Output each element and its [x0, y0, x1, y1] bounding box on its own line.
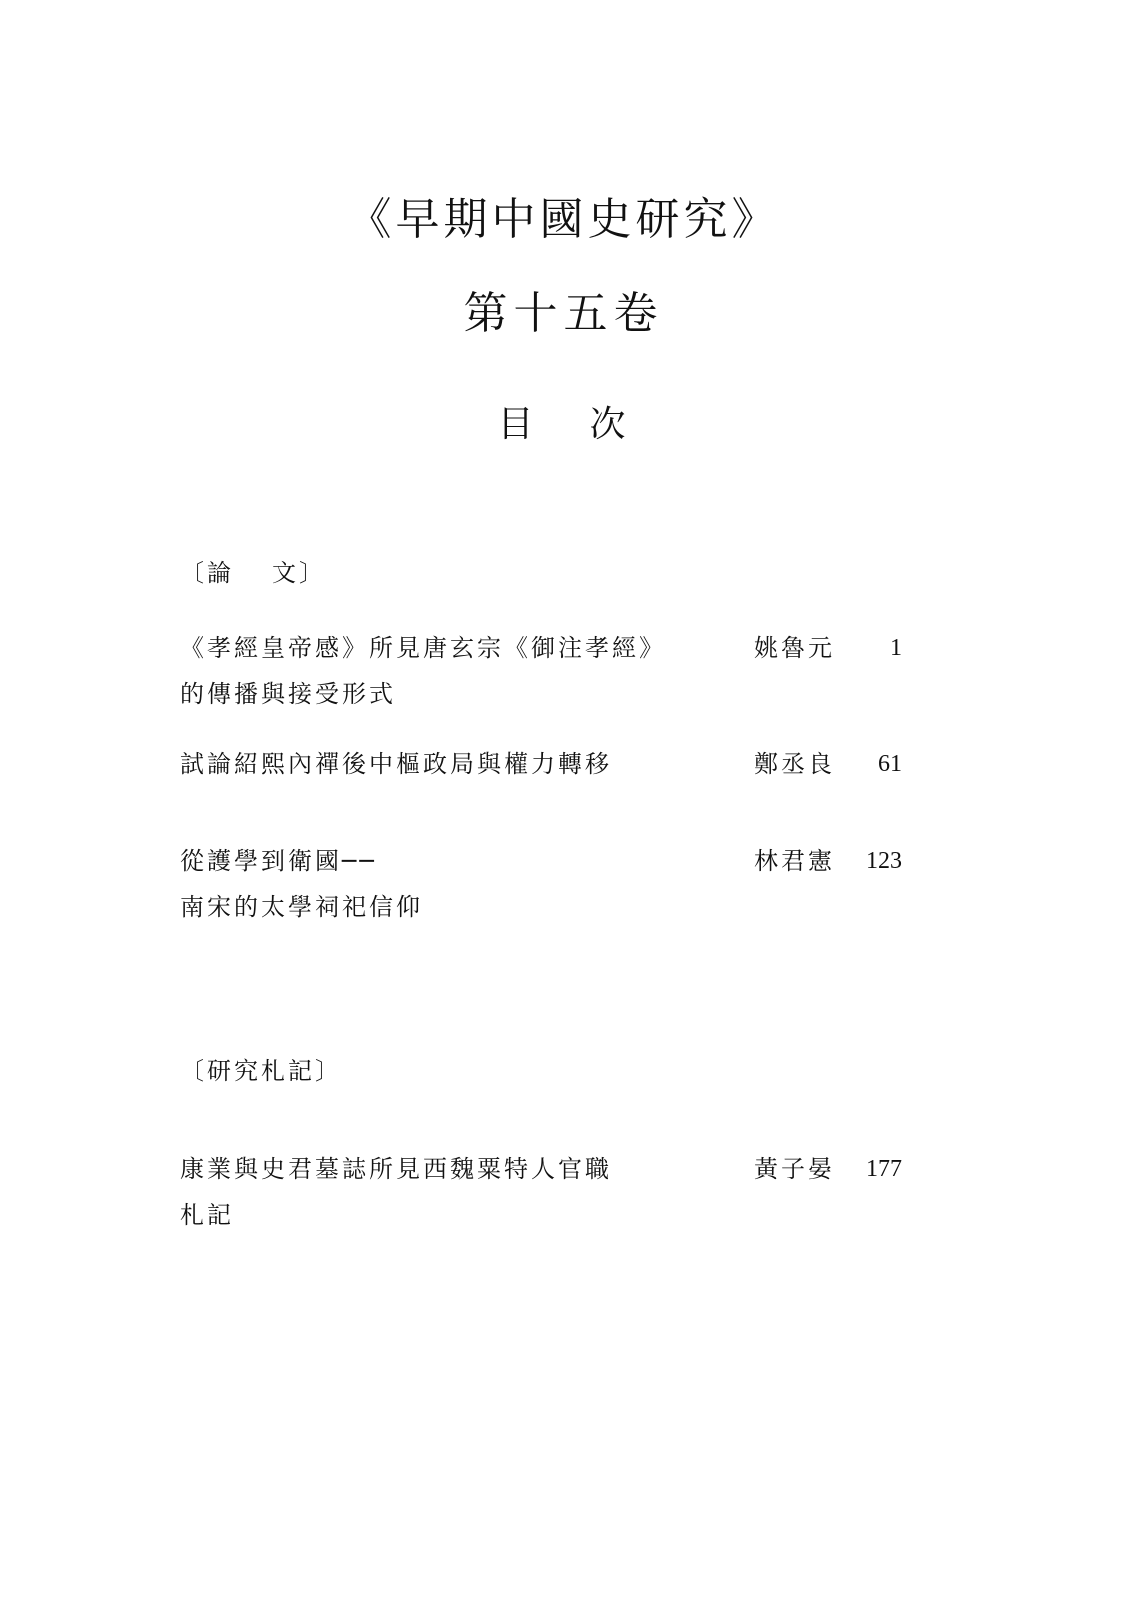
- toc-entry[interactable]: [180, 625, 902, 708]
- entry-title: 從護學到衛國── 南宋的太學祠祀信仰: [180, 847, 423, 921]
- toc-heading-char-2: 次: [589, 404, 630, 445]
- section-heading-research-notes: 〔研究札記〕: [180, 1057, 342, 1085]
- toc-entry[interactable]: [180, 838, 902, 921]
- section-heading-articles: 〔論 文〕: [180, 559, 326, 587]
- entry-author: 林君憲: [754, 847, 835, 875]
- toc-entry[interactable]: [180, 741, 902, 821]
- journal-title: 《早期中國史研究》: [347, 194, 780, 245]
- toc-entry[interactable]: [180, 1146, 902, 1229]
- volume-title: 第十五卷: [463, 288, 664, 339]
- entry-page-number: 123: [866, 848, 902, 874]
- entry-author: 黃子晏: [754, 1155, 835, 1183]
- entry-author: 鄭丞良: [754, 750, 835, 778]
- toc-heading: [0, 404, 1127, 445]
- entry-page-number: 1: [890, 635, 902, 661]
- entry-title: 康業與史君墓誌所見西魏粟特人官職 札記: [180, 1155, 612, 1229]
- entry-title: 試論紹熙內禪後中樞政局與權力轉移: [180, 750, 612, 778]
- entry-author: 姚魯元: [754, 634, 835, 662]
- toc-heading-char-1: 目: [497, 404, 538, 445]
- entry-page-number: 61: [878, 751, 902, 777]
- entry-page-number: 177: [866, 1156, 902, 1182]
- entry-title: 《孝經皇帝感》所見唐玄宗《御注孝經》 的傳播與接受形式: [180, 634, 666, 708]
